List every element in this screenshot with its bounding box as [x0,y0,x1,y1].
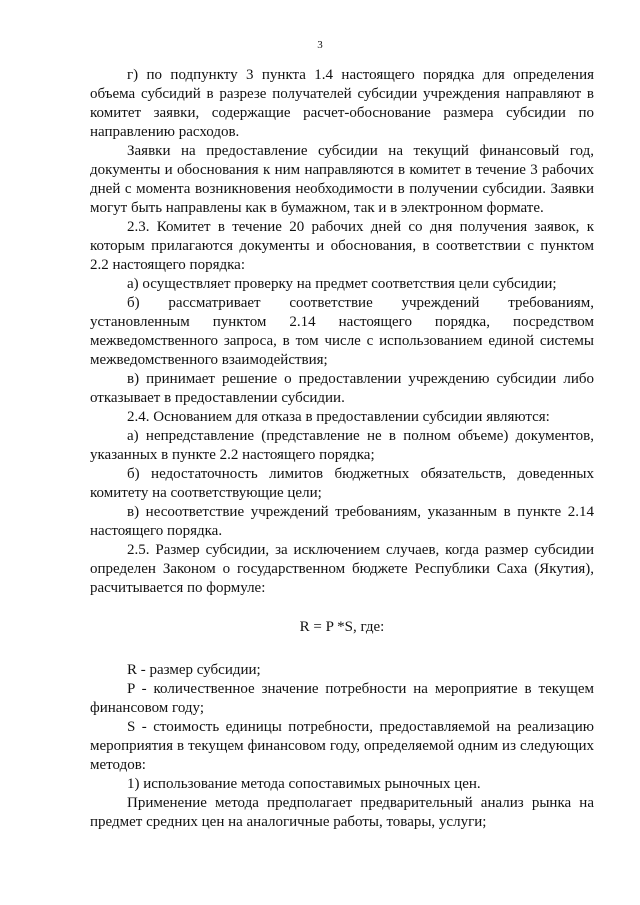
paragraph-application-deadline: Заявки на предоставление субсидии на текущий финансовый год, документы и обоснования к ним направляются в комитет в течение 3 рабочих дней с момента возникновения необходимости в получении субсидии. Заявки могут быть направлены как в бумажном, так и в электронном формате. [90,143,594,216]
definition-p: P - количественное значение потребности на мероприятие в текущем финансовом году; [90,681,594,716]
page-number: 3 [317,39,323,51]
paragraph-2-3-a: а) осуществляет проверку на предмет соответствия цели субсидии; [127,276,557,292]
method-comparable-prices: 1) использование метода сопоставимых рыночных цен. [127,776,481,792]
paragraph-2-3-b: б) рассматривает соответствие учреждений требованиям, установленным пунктом 2.14 настоящего порядка, посредством межведомственного запроса, в том числе с использованием единой системы межведомственного взаимодействия; [90,295,594,368]
definition-s: S - стоимость единицы потребности, предоставляемой на реализацию мероприятия в текущем финансовом году, определяемой одним из следующих методов: [90,719,594,773]
paragraph-2-3-c: в) принимает решение о предоставлении учреждению субсидии либо отказывает в предоставлении субсидии. [90,371,594,406]
definition-r: R - размер субсидии; [127,662,261,678]
paragraph-2-4: 2.4. Основанием для отказа в предоставлении субсидии являются: [127,409,550,425]
paragraph-2-5: 2.5. Размер субсидии, за исключением случаев, когда размер субсидии определен Законом о государственном бюджете Республики Саха (Якутия), расчитывается по формуле: [90,542,594,596]
paragraph-subsidy-application: г) по подпункту 3 пункта 1.4 настоящего порядка для определения объема субсидий в разрезе получателей субсидии учреждения направляют в комитет заявки, содержащие расчет-обоснование размера субсидии по направлению расходов. [90,67,594,140]
paragraph-2-3: 2.3. Комитет в течение 20 рабочих дней со дня получения заявок, к которым прилагаются документы и обоснования, в соответствии с пунктом 2.2 настоящего порядка: [90,219,594,273]
paragraph-2-4-c: в) несоответствие учреждений требованиям, указанным в пункте 2.14 настоящего порядка. [90,504,594,539]
method-description: Применение метода предполагает предварительный анализ рынка на предмет средних цен на аналогичные работы, товары, услуги; [90,795,594,830]
subsidy-formula: R = P *S, где: [299,619,385,635]
paragraph-2-4-b: б) недостаточность лимитов бюджетных обязательств, доведенных комитету на соответствующие цели; [90,466,594,501]
paragraph-2-4-a: а) непредставление (представление не в полном объеме) документов, указанных в пункте 2.2 настоящего порядка; [90,428,594,463]
document-body [90,66,594,832]
